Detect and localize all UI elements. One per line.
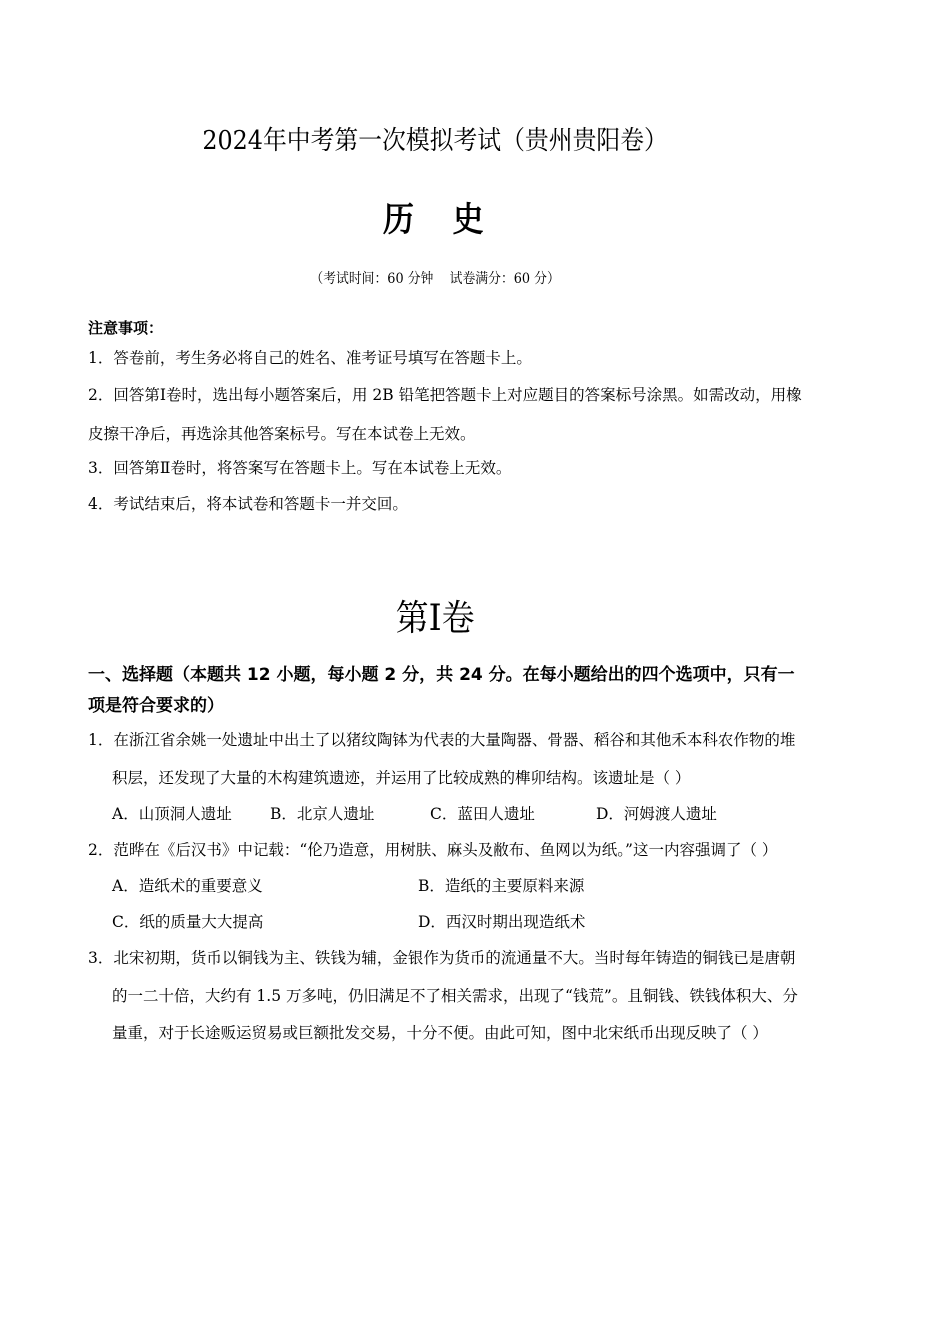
notice-item: 皮擦干净后，再选涂其他答案标号。写在本试卷上无效。 (88, 425, 476, 443)
notice-item: 4．考试结束后，将本试卷和答题卡一并交回。 (88, 495, 408, 513)
question-text: 积层，还发现了大量的木构建筑遗迹，并运用了比较成熟的榫卯结构。该遗址是（ ） (112, 769, 691, 787)
option-a: A．造纸术的重要意义 (112, 877, 263, 895)
part-heading: 一、选择题（本题共 12 小题，每小题 2 分，共 24 分。在每小题给出的四个选项中，只有一 (88, 665, 795, 685)
subject-char-2: 史 (452, 200, 488, 240)
option-b: B．北京人遗址 (270, 805, 375, 823)
notice-item: 1．答卷前，考生务必将自己的姓名、准考证号填写在答题卡上。 (88, 349, 532, 367)
part-heading: 项是符合要求的） (88, 696, 224, 716)
question-text: 的一二十倍，大约有 1.5 万多吨，仍旧满足不了相关需求，出现了“钱荒”。且铜钱、铁钱体积大、分 (112, 987, 798, 1005)
question-text: 2．范晔在《后汉书》中记载：“伦乃造意，用树肤、麻头及敝布、鱼网以为纸。”这一内容强调了（ ） (88, 841, 778, 859)
option-d: D．河姆渡人遗址 (596, 805, 717, 823)
exam-title: 2024年中考第一次模拟考试（贵州贵阳卷） (202, 126, 668, 156)
question-text: 量重，对于长途贩运贸易或巨额批发交易，十分不便。由此可知，图中北宋纸币出现反映了（ ） (112, 1024, 768, 1042)
subject-title (0, 192, 870, 241)
question-text: 1．在浙江省余姚一处遗址中出土了以猪纹陶钵为代表的大量陶器、骨器、稻谷和其他禾本科农作物的堆 (88, 731, 796, 749)
question-text: 3．北宋初期，货币以铜钱为主、铁钱为辅，金银作为货币的流通量不大。当时每年铸造的铜钱已是唐朝 (88, 949, 796, 967)
option-c: C．纸的质量大大提高 (112, 913, 264, 931)
section-title: 第Ⅰ卷 (395, 598, 475, 639)
option-c: C．蓝田人遗址 (430, 805, 535, 823)
notice-item: 2．回答第Ⅰ卷时，选出每小题答案后，用 2B 铅笔把答题卡上对应题目的答案标号涂黑。如需改动，用橡 (88, 386, 802, 404)
exam-time-info: （考试时间：60 分钟 试卷满分：60 分） (310, 271, 560, 287)
option-d: D．西汉时期出现造纸术 (418, 913, 586, 931)
option-b: B．造纸的主要原料来源 (418, 877, 585, 895)
notice-heading: 注意事项： (88, 319, 164, 337)
option-a: A．山顶洞人遗址 (112, 805, 232, 823)
notice-item: 3．回答第Ⅱ卷时，将答案写在答题卡上。写在本试卷上无效。 (88, 459, 512, 477)
subject-char-1: 历 (382, 200, 418, 240)
